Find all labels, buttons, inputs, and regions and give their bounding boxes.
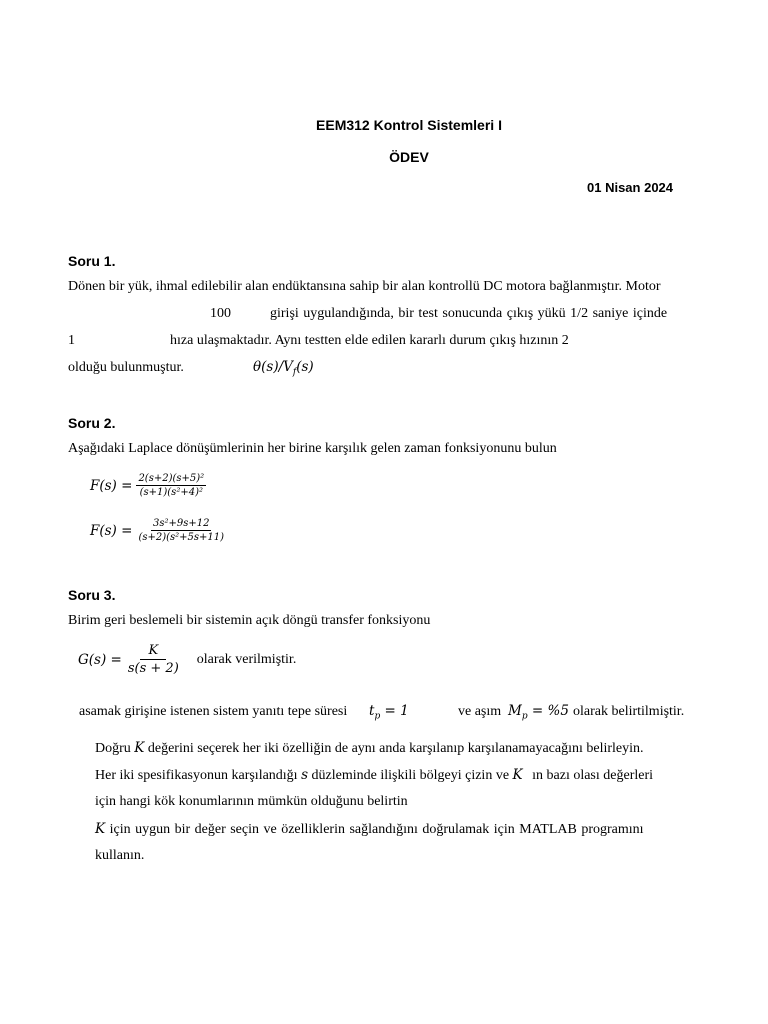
q3-item-a-k: K xyxy=(134,740,145,756)
q3-g-numerator: K xyxy=(140,643,166,660)
q1-value-100: 100 xyxy=(210,306,231,321)
q3-spec-text-b: ve aşım xyxy=(458,704,502,719)
q3-spec-text-a: asamak girişine istenen sistem yanıtı tepe süresi xyxy=(79,704,348,719)
q3-item-b-k: K xyxy=(512,767,523,783)
q3-g-label: G(s) = xyxy=(78,651,122,668)
q3-item-b-mid: düzleminde ilişkili bölgeyi çizin ve xyxy=(311,768,510,783)
q3-item-b-line2: için hangi kök konumlarının mümkün olduğunu belirtin xyxy=(95,794,408,809)
q1-line2: girişi uygulandığında, bir test sonucunda çıkış yükü 1/2 saniye içinde xyxy=(270,306,668,321)
q1-transfer-function: $\theta(s)/V_f(s)$ xyxy=(253,359,314,378)
document-title: ÖDEV xyxy=(389,149,429,165)
course-title: EEM312 Kontrol Sistemleri I xyxy=(316,117,502,133)
q3-item-b-pre: Her iki spesifikasyonun karşılandığı xyxy=(95,768,298,783)
q3-transfer-function xyxy=(78,643,296,676)
q1-line4: olduğu bulunmuştur. xyxy=(68,360,184,375)
q1-value-1: 1 xyxy=(68,333,75,348)
q2-f-label-2: F(s) = xyxy=(90,522,133,539)
q3-spec-text-c: olarak belirtilmiştir. xyxy=(573,704,685,719)
q3-item-a-post: değerini seçerek her iki özelliğin de aynı anda karşılanıp karşılanamayacağını belirleyin. xyxy=(147,741,644,756)
q3-item-c xyxy=(95,821,644,838)
q3-item-a-pre: Doğru xyxy=(95,741,131,756)
q3-g-suffix: olarak verilmiştir. xyxy=(196,651,297,667)
q3-fraction xyxy=(126,643,181,676)
q2-fraction-1 xyxy=(136,473,206,498)
q3-item-b-s: s xyxy=(301,767,309,783)
q2-equation-2 xyxy=(90,518,226,543)
q3-item-b xyxy=(95,767,653,784)
q3-item-c-k: K xyxy=(95,821,106,837)
q2-f-label: F(s) = xyxy=(90,477,133,494)
q1-heading: Soru 1. xyxy=(68,253,116,269)
q2-fraction-2 xyxy=(136,518,226,543)
q2-eq1-numerator: 2(s+2)(s+5)² xyxy=(138,473,205,484)
q3-item-a xyxy=(95,740,644,757)
q3-heading: Soru 3. xyxy=(68,587,116,603)
q1-line1: Dönen bir yük, ihmal edilebilir alan endüktansına sahip bir alan kontrollü DC motora bağlanmıştır. Motor xyxy=(68,279,661,294)
q2-heading: Soru 2. xyxy=(68,415,116,431)
q2-intro: Aşağıdaki Laplace dönüşümlerinin her birine karşılık gelen zaman fonksiyonunu bulun xyxy=(68,441,557,456)
q2-eq2-denominator: (s+2)(s²+5s+11) xyxy=(138,532,225,543)
q2-eq1-denominator: (s+1)(s²+4)² xyxy=(139,487,203,498)
q1-line3: hıza ulaşmaktadır. Aynı testten elde edilen kararlı durum çıkış hızının 2 xyxy=(170,333,569,348)
q3-spec-peak-time: $t_p = 1$ xyxy=(369,703,409,722)
document-date: 01 Nisan 2024 xyxy=(587,180,674,195)
q3-intro: Birim geri beslemeli bir sistemin açık döngü transfer fonksiyonu xyxy=(68,613,431,628)
q2-eq2-numerator: 3s²+9s+12 xyxy=(153,518,210,529)
q2-equation-1 xyxy=(90,473,206,498)
q3-g-denominator: s(s + 2) xyxy=(127,661,179,676)
q3-item-b-post: ın bazı olası değerleri xyxy=(532,768,654,783)
q3-item-c-line2: kullanın. xyxy=(95,848,145,863)
q3-spec-overshoot: $M_p = \%5$ xyxy=(508,703,569,722)
q3-item-c-post: için uygun bir değer seçin ve özelliklerin sağlandığını doğrulamak için MATLAB programını xyxy=(109,822,644,837)
